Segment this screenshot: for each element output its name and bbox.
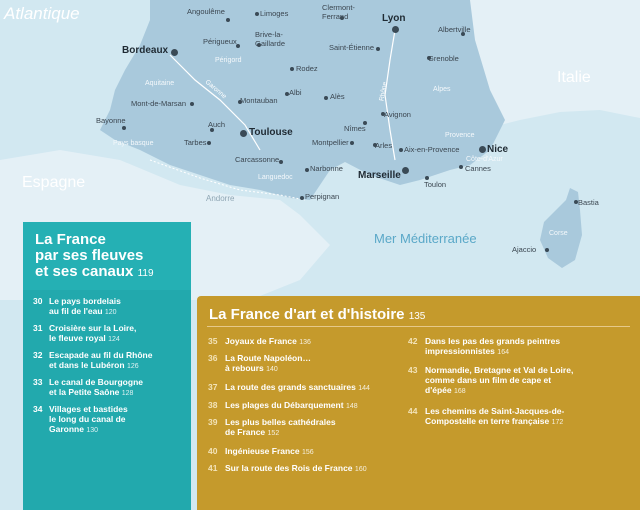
- entry-title: Joyaux de France: [225, 336, 297, 346]
- entry-title-cont: à rebours: [225, 363, 264, 373]
- city-saint-etienne: Saint-Étienne: [329, 43, 375, 52]
- city-mont-de-marsan: Mont-de-Marsan: [131, 99, 187, 108]
- art-title: [209, 306, 425, 323]
- entry-title: Escapade au fil du Rhône: [49, 350, 153, 360]
- art-divider: [207, 326, 630, 327]
- city-clermont: Clermont-Ferrand: [322, 3, 355, 21]
- city-nimes: Nîmes: [344, 124, 366, 133]
- entry-page: 130: [86, 427, 99, 434]
- city-toulouse: Toulouse: [249, 127, 293, 138]
- entry-title: Normandie, Bretagne et Val de Loire,: [425, 365, 574, 375]
- river-label-rhone: Rhône: [378, 81, 389, 102]
- region-label-perigord: Périgord: [215, 57, 242, 64]
- region-label-languedoc: Languedoc: [258, 174, 293, 181]
- city-lyon: Lyon: [382, 13, 406, 24]
- art-title-page: 135: [408, 311, 426, 322]
- entry-page: 124: [108, 336, 120, 343]
- entry-page: 168: [453, 388, 466, 395]
- entry-number: 35: [208, 336, 218, 346]
- entry-number: 37: [208, 382, 218, 392]
- entry-number: 32: [33, 350, 43, 360]
- city-ales: Alès: [330, 92, 345, 101]
- entry-title-cont2: Garonne: [49, 424, 84, 434]
- city-narbonne: Narbonne: [310, 164, 343, 173]
- entry-page: 172: [551, 419, 564, 426]
- entry-title: Le canal de Bourgogne: [49, 377, 143, 387]
- sea-label-mediterranee: Mer Méditerranée: [374, 231, 477, 246]
- entry-title-cont2: d'épée: [425, 385, 452, 395]
- city-auch: Auch: [208, 120, 226, 129]
- entry-title: Les chemins de Saint-Jacques-de-: [425, 406, 565, 416]
- entry-title: La Route Napoléon…: [225, 353, 311, 363]
- country-label-espagne: Espagne: [22, 174, 86, 191]
- entry-title: Les plus belles cathédrales: [225, 417, 336, 427]
- entry-page: 152: [267, 430, 280, 437]
- city-avignon: Avignon: [384, 110, 411, 119]
- city-nice: Nice: [487, 144, 509, 155]
- city-albi: Albi: [289, 88, 302, 97]
- entry-number: 39: [208, 417, 218, 427]
- entry-page: 160: [354, 466, 367, 473]
- entry-number: 38: [208, 400, 218, 410]
- entry-page: 128: [121, 390, 134, 397]
- entry-number: 36: [208, 353, 218, 363]
- city-aix: Aix-en-Provence: [404, 145, 460, 154]
- city-tarbes: Tarbes: [184, 138, 207, 147]
- rivers-header: [23, 222, 191, 290]
- entry-title-cont: comme dans un film de cape et: [425, 375, 552, 385]
- region-label-provence: Provence: [445, 132, 475, 139]
- entry-title-cont: de France: [225, 427, 266, 437]
- entry-number: 33: [33, 377, 43, 387]
- entry-number: 31: [33, 323, 43, 333]
- rivers-title-line3: et ses canaux: [35, 263, 134, 280]
- entry-title: Sur la route des Rois de France: [225, 463, 353, 473]
- city-marseille: Marseille: [358, 170, 401, 181]
- entry-number: 42: [408, 336, 418, 346]
- city-toulon: Toulon: [424, 180, 447, 189]
- entry-number: 40: [208, 446, 218, 456]
- country-label-andorre: Andorre: [206, 194, 235, 203]
- river-label-garonne: Garonne: [203, 78, 228, 101]
- entry-number: 34: [33, 404, 43, 414]
- entry-title: Villages et bastides: [49, 404, 128, 414]
- entry-page: 120: [104, 309, 117, 316]
- rivers-list: [23, 290, 191, 510]
- entry-title: Le pays bordelais: [49, 296, 121, 306]
- entry-title-cont: Compostelle en terre française: [425, 416, 550, 426]
- city-bayonne: Bayonne: [96, 116, 126, 125]
- rivers-panel: [23, 222, 191, 510]
- city-carcassonne: Carcassonne: [235, 155, 280, 164]
- rivers-title-page: 119: [137, 268, 154, 279]
- region-label-pays-basque: Pays basque: [113, 140, 154, 147]
- entry-page: 144: [358, 385, 370, 392]
- entry-number: 30: [33, 296, 43, 306]
- entry-title-cont: le fleuve royal: [49, 333, 106, 343]
- entry-title-cont: et dans le Lubéron: [49, 360, 125, 370]
- city-arles: Arles: [375, 141, 393, 150]
- entry-title-cont: le long du canal de: [49, 414, 126, 424]
- entry-page: 148: [345, 403, 358, 410]
- city-perigueux: Périgueux: [203, 37, 237, 46]
- entry-page: 126: [126, 363, 139, 370]
- rivers-title-line2: par ses fleuves: [35, 247, 144, 264]
- city-cannes: Cannes: [465, 164, 491, 173]
- entry-page: 156: [302, 449, 314, 456]
- entry-number: 43: [408, 365, 418, 375]
- city-perpignan: Perpignan: [305, 192, 340, 201]
- entry-title: La route des grands sanctuaires: [225, 382, 356, 392]
- city-angouleme: Angoulême: [187, 7, 225, 16]
- entry-page: 136: [299, 339, 311, 346]
- rivers-title-line1: La France: [35, 231, 106, 248]
- art-panel: [197, 296, 640, 510]
- entry-title-cont: impressionnistes: [425, 346, 495, 356]
- entry-title: Dans les pas des grands peintres: [425, 336, 561, 346]
- region-label-aquitaine: Aquitaine: [145, 80, 175, 87]
- entry-title: Ingénieuse France: [225, 446, 300, 456]
- entry-title: Croisière sur la Loire,: [49, 323, 137, 333]
- city-rodez: Rodez: [296, 64, 318, 73]
- sea-label-atlantique: Atlantique: [4, 4, 80, 23]
- entry-title: Les plages du Débarquement: [225, 400, 344, 410]
- city-ajaccio: Ajaccio: [512, 245, 537, 254]
- city-grenoble: Grenoble: [428, 54, 459, 63]
- city-albertville: Albertville: [438, 25, 471, 34]
- city-montpellier: Montpellier: [312, 138, 349, 147]
- entry-title-cont: au fil de l'eau: [49, 306, 103, 316]
- region-label-alpes: Alpes: [433, 86, 451, 93]
- city-brive: Brive-la-Gaillarde: [255, 30, 286, 48]
- entry-page: 164: [497, 349, 509, 356]
- city-bordeaux: Bordeaux: [122, 45, 169, 56]
- rivers-title: [35, 232, 185, 282]
- entry-number: 41: [208, 463, 218, 473]
- art-title-text: La France d'art et d'histoire: [209, 306, 405, 323]
- city-montauban: Montauban: [240, 96, 278, 105]
- entry-title-cont: et la Petite Saône: [49, 387, 120, 397]
- country-label-italie: Italie: [557, 69, 591, 86]
- city-bastia: Bastia: [578, 198, 599, 207]
- region-label-corse: Corse: [549, 230, 568, 237]
- city-limoges: Limoges: [260, 9, 289, 18]
- region-label-cote-azur: Côte-d'Azur: [466, 156, 503, 163]
- entry-page: 140: [266, 366, 278, 373]
- entry-number: 44: [408, 406, 418, 416]
